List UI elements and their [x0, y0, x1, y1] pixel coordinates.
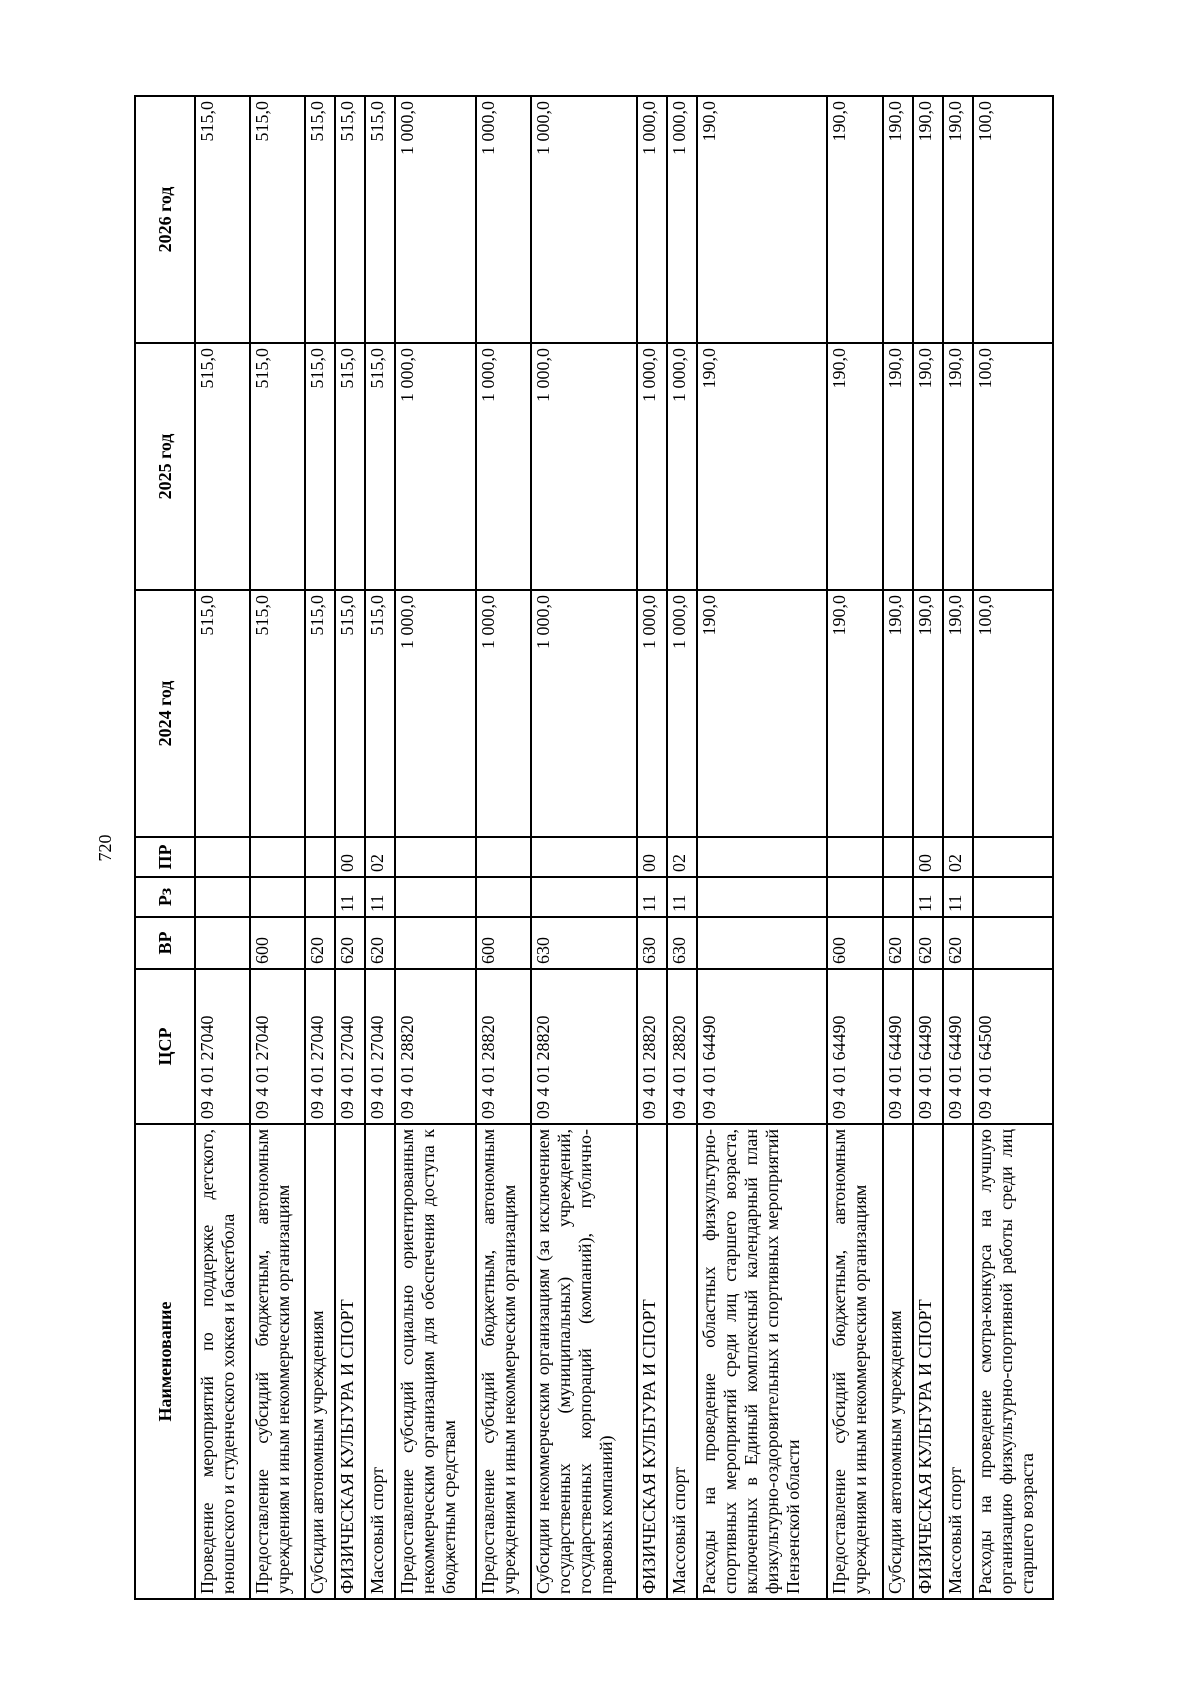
row-csr: 09 4 01 28820: [531, 969, 637, 1124]
row-csr: 09 4 01 27040: [305, 969, 335, 1124]
row-csr: 09 4 01 64490: [697, 969, 828, 1124]
row-pr: [250, 837, 305, 877]
row-2024: 190,0: [827, 590, 882, 837]
row-csr: 09 4 01 27040: [195, 969, 250, 1124]
row-csr: 09 4 01 27040: [250, 969, 305, 1124]
header-csr: ЦСР: [135, 969, 195, 1124]
row-2025: 1 000,0: [395, 343, 475, 590]
table-row: [913, 96, 943, 1599]
row-2024: 190,0: [913, 590, 943, 837]
row-vr: [195, 917, 250, 969]
table-row: [973, 96, 1053, 1599]
row-2025: 515,0: [335, 343, 365, 590]
row-2025: 190,0: [913, 343, 943, 590]
row-2025: 515,0: [365, 343, 395, 590]
row-2025: 515,0: [195, 343, 250, 590]
row-pr: [973, 837, 1053, 877]
row-2024: 515,0: [195, 590, 250, 837]
row-csr: 09 4 01 27040: [365, 969, 395, 1124]
row-rz: 11: [913, 877, 943, 917]
row-vr: 630: [667, 917, 697, 969]
row-name: Предоставление субсидий бюджетным, автономным учреждениям и иным некоммерческим организациям: [827, 1124, 882, 1599]
row-pr: 00: [637, 837, 667, 877]
row-csr: 09 4 01 28820: [476, 969, 531, 1124]
header-vr: ВР: [135, 917, 195, 969]
row-2026: 515,0: [305, 96, 335, 343]
row-rz: [195, 877, 250, 917]
table-row: [365, 96, 395, 1599]
table-row: [883, 96, 913, 1599]
row-pr: 00: [913, 837, 943, 877]
row-2025: 190,0: [883, 343, 913, 590]
row-2026: 190,0: [827, 96, 882, 343]
row-name: Проведение мероприятий по поддержке детского, юношеского и студенческого хоккея и баскетбола: [195, 1124, 250, 1599]
table-row: [637, 96, 667, 1599]
row-name: ФИЗИЧЕСКАЯ КУЛЬТУРА И СПОРТ: [913, 1124, 943, 1599]
row-rz: [250, 877, 305, 917]
row-2026: 515,0: [335, 96, 365, 343]
row-pr: 02: [943, 837, 973, 877]
rotated-table-container: [134, 97, 1054, 1600]
row-pr: 02: [667, 837, 697, 877]
row-2025: 1 000,0: [667, 343, 697, 590]
row-name: ФИЗИЧЕСКАЯ КУЛЬТУРА И СПОРТ: [335, 1124, 365, 1599]
row-2025: 515,0: [250, 343, 305, 590]
row-rz: [973, 877, 1053, 917]
row-name: ФИЗИЧЕСКАЯ КУЛЬТУРА И СПОРТ: [637, 1124, 667, 1599]
row-vr: 620: [305, 917, 335, 969]
page-number: 720: [95, 834, 115, 862]
row-2025: 190,0: [943, 343, 973, 590]
row-pr: [883, 837, 913, 877]
row-vr: 600: [476, 917, 531, 969]
row-name: Субсидии автономным учреждениям: [883, 1124, 913, 1599]
row-2025: 1 000,0: [476, 343, 531, 590]
row-rz: [476, 877, 531, 917]
header-2026: 2026 год: [135, 96, 195, 343]
row-rz: 11: [943, 877, 973, 917]
row-rz: [827, 877, 882, 917]
row-pr: [476, 837, 531, 877]
row-2024: 190,0: [883, 590, 913, 837]
row-name: Массовый спорт: [943, 1124, 973, 1599]
row-pr: [531, 837, 637, 877]
row-csr: 09 4 01 28820: [637, 969, 667, 1124]
row-2026: 515,0: [195, 96, 250, 343]
row-rz: 11: [667, 877, 697, 917]
row-vr: 630: [637, 917, 667, 969]
row-2024: 1 000,0: [476, 590, 531, 837]
row-2024: 1 000,0: [667, 590, 697, 837]
row-2024: 190,0: [943, 590, 973, 837]
row-2025: 190,0: [697, 343, 828, 590]
table-row: [305, 96, 335, 1599]
table-row: [195, 96, 250, 1599]
row-2026: 1 000,0: [637, 96, 667, 343]
row-csr: 09 4 01 64490: [943, 969, 973, 1124]
table-header-row: [135, 96, 195, 1599]
row-2026: 1 000,0: [395, 96, 475, 343]
header-2025: 2025 год: [135, 343, 195, 590]
row-2026: 190,0: [943, 96, 973, 343]
row-name: Расходы на проведение смотра-конкурса на лучшую организацию физкультурно-спортивной работы среди лиц старшего возраста: [973, 1124, 1053, 1599]
row-name: Предоставление субсидий бюджетным, автономным учреждениям и иным некоммерческим организациям: [250, 1124, 305, 1599]
row-name: Массовый спорт: [365, 1124, 395, 1599]
row-2024: 515,0: [305, 590, 335, 837]
row-vr: 620: [365, 917, 395, 969]
table-row: [476, 96, 531, 1599]
table-row: [335, 96, 365, 1599]
row-2026: 1 000,0: [476, 96, 531, 343]
row-pr: [395, 837, 475, 877]
row-2026: 1 000,0: [667, 96, 697, 343]
header-rz: Рз: [135, 877, 195, 917]
row-2025: 100,0: [973, 343, 1053, 590]
row-rz: [883, 877, 913, 917]
row-name: Расходы на проведение областных физкультурно-спортивных мероприятий среди лиц старшего возраста, включенных в Единый комплексный календарный план физкультурно-оздоровительных и спортивных мероприятий Пензенской области: [697, 1124, 828, 1599]
table-row: [943, 96, 973, 1599]
row-2024: 515,0: [250, 590, 305, 837]
row-2026: 190,0: [913, 96, 943, 343]
row-2026: 1 000,0: [531, 96, 637, 343]
row-2026: 515,0: [365, 96, 395, 343]
row-2024: 1 000,0: [531, 590, 637, 837]
row-csr: 09 4 01 64490: [827, 969, 882, 1124]
row-2024: 1 000,0: [395, 590, 475, 837]
row-vr: 630: [531, 917, 637, 969]
row-vr: 620: [883, 917, 913, 969]
row-vr: 620: [335, 917, 365, 969]
row-name: Предоставление субсидий бюджетным, автономным учреждениям и иным некоммерческим организациям: [476, 1124, 531, 1599]
row-vr: [973, 917, 1053, 969]
row-2025: 1 000,0: [637, 343, 667, 590]
row-2024: 515,0: [365, 590, 395, 837]
row-pr: 00: [335, 837, 365, 877]
row-csr: 09 4 01 64490: [883, 969, 913, 1124]
row-2024: 515,0: [335, 590, 365, 837]
row-2026: 190,0: [883, 96, 913, 343]
row-2025: 515,0: [305, 343, 335, 590]
row-csr: 09 4 01 27040: [335, 969, 365, 1124]
row-name: Массовый спорт: [667, 1124, 697, 1599]
row-vr: 600: [827, 917, 882, 969]
table-row: [250, 96, 305, 1599]
row-2025: 1 000,0: [531, 343, 637, 590]
row-csr: 09 4 01 64490: [913, 969, 943, 1124]
row-csr: 09 4 01 28820: [667, 969, 697, 1124]
row-pr: [305, 837, 335, 877]
header-2024: 2024 год: [135, 590, 195, 837]
row-pr: 02: [365, 837, 395, 877]
table-row: [827, 96, 882, 1599]
row-2024: 100,0: [973, 590, 1053, 837]
row-vr: 600: [250, 917, 305, 969]
table-row: [697, 96, 828, 1599]
row-2025: 190,0: [827, 343, 882, 590]
table-row: [531, 96, 637, 1599]
table-row: [395, 96, 475, 1599]
row-rz: 11: [335, 877, 365, 917]
row-rz: 11: [637, 877, 667, 917]
row-name: Предоставление субсидий социально ориентированным некоммерческим организациям для обеспечения доступа к бюджетным средствам: [395, 1124, 475, 1599]
row-pr: [827, 837, 882, 877]
row-vr: [395, 917, 475, 969]
row-vr: 620: [913, 917, 943, 969]
row-2024: 190,0: [697, 590, 828, 837]
budget-table: [134, 95, 1054, 1600]
row-rz: [697, 877, 828, 917]
row-vr: 620: [943, 917, 973, 969]
header-pr: ПР: [135, 837, 195, 877]
row-rz: [305, 877, 335, 917]
row-vr: [697, 917, 828, 969]
row-rz: [395, 877, 475, 917]
header-name: Наименование: [135, 1124, 195, 1599]
row-name: Субсидии автономным учреждениям: [305, 1124, 335, 1599]
row-2026: 190,0: [697, 96, 828, 343]
row-rz: [531, 877, 637, 917]
row-2024: 1 000,0: [637, 590, 667, 837]
row-pr: [195, 837, 250, 877]
row-name: Субсидии некоммерческим организациям (за исключением государственных (муниципальных) учреждений, государственных корпораций (компаний), публично-правовых компаний): [531, 1124, 637, 1599]
row-csr: 09 4 01 28820: [395, 969, 475, 1124]
row-rz: 11: [365, 877, 395, 917]
row-pr: [697, 837, 828, 877]
table-row: [667, 96, 697, 1599]
row-2026: 100,0: [973, 96, 1053, 343]
row-csr: 09 4 01 64500: [973, 969, 1053, 1124]
row-2026: 515,0: [250, 96, 305, 343]
